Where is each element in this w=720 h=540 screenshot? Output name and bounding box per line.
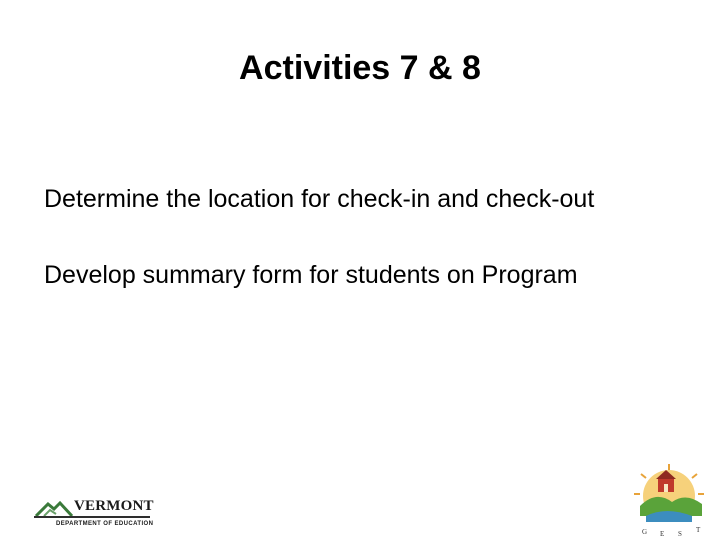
mountain-icon bbox=[34, 498, 74, 518]
gest-letter-s: S bbox=[678, 530, 682, 538]
slide-title: Activities 7 & 8 bbox=[239, 49, 481, 87]
bullet-list bbox=[44, 180, 684, 294]
vermont-doe-logo bbox=[34, 498, 152, 532]
gest-letter-g: G bbox=[642, 528, 648, 536]
bullet-item-1: Determine the location for check-in and check-out bbox=[44, 185, 595, 213]
vermont-wordmark: VERMONT bbox=[74, 498, 154, 514]
bullet-item-2: Develop summary form for students on Program bbox=[44, 261, 578, 289]
department-label: DEPARTMENT OF EDUCATION bbox=[56, 521, 154, 527]
logo-divider bbox=[34, 516, 150, 518]
gest-logo-icon bbox=[626, 462, 712, 538]
gest-letter-t: T bbox=[696, 526, 701, 534]
gest-letter-e: E bbox=[660, 530, 665, 538]
